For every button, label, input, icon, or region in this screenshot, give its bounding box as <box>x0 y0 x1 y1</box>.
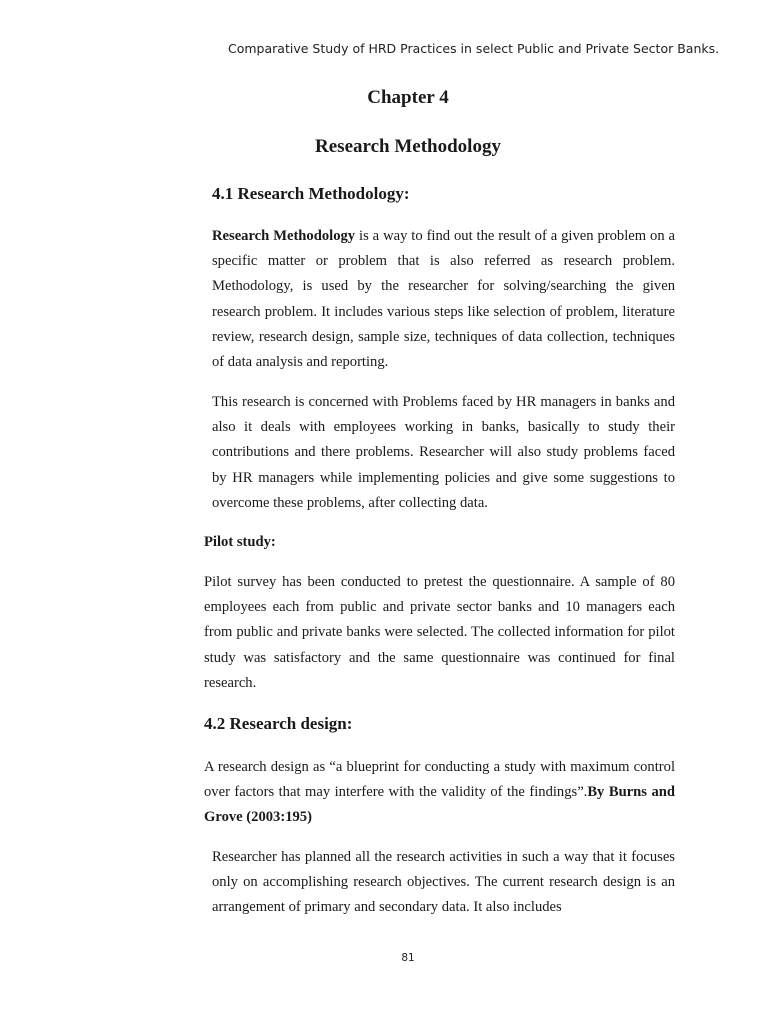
section-heading-4-1: 4.1 Research Methodology: <box>212 184 410 203</box>
paragraph-body: is a way to find out the result of a given problem on a specific matter or problem that is also referred as research problem. Methodology, is used by the researcher for solving/searching the given research problem. It includes various steps like selection of problem, literature review, research design, sample size, techniques of data collection, techniques of data analysis and reporting. <box>212 228 676 371</box>
section-heading-4-2: 4.2 Research design: <box>204 714 353 733</box>
running-header: Comparative Study of HRD Practices in select Public and Private Sector Banks. <box>228 41 720 56</box>
paragraph-pilot-study: Pilot survey has been conducted to pretest the questionnaire. A sample of 80 employees each from public and private sector banks and 10 managers each from public and private banks were selected. The collected information for pilot study was satisfactory and the same questionnaire was continued for final research. <box>204 574 675 691</box>
quote-citation: By Burns and Grove (2003:195) <box>204 784 676 826</box>
chapter-title: Research Methodology <box>315 136 501 157</box>
paragraph-research-methodology <box>212 224 675 375</box>
paragraph-research-design-quote <box>204 755 675 831</box>
paragraph-lead-term: Research Methodology <box>212 228 356 244</box>
chapter-number: Chapter 4 <box>367 87 449 108</box>
quote-text: A research design as “a blueprint for conducting a study with maximum control over factors that may interfere with the validity of the findings”. <box>204 759 675 801</box>
paragraph-research-scope: This research is concerned with Problems faced by HR managers in banks and also it deals with employees working in banks, basically to study their contributions and there problems. Researcher will also study problems faced by HR managers while implementing policies and give some suggestions to overcome these problems, after collecting data. <box>212 394 675 511</box>
page-number: 81 <box>401 952 415 964</box>
paragraph-research-design: Researcher has planned all the research activities in such a way that it focuses only on accomplishing research objectives. The current research design is an arrangement of primary and secondary data. It also includes <box>212 849 675 916</box>
pilot-study-heading: Pilot study: <box>204 534 276 550</box>
